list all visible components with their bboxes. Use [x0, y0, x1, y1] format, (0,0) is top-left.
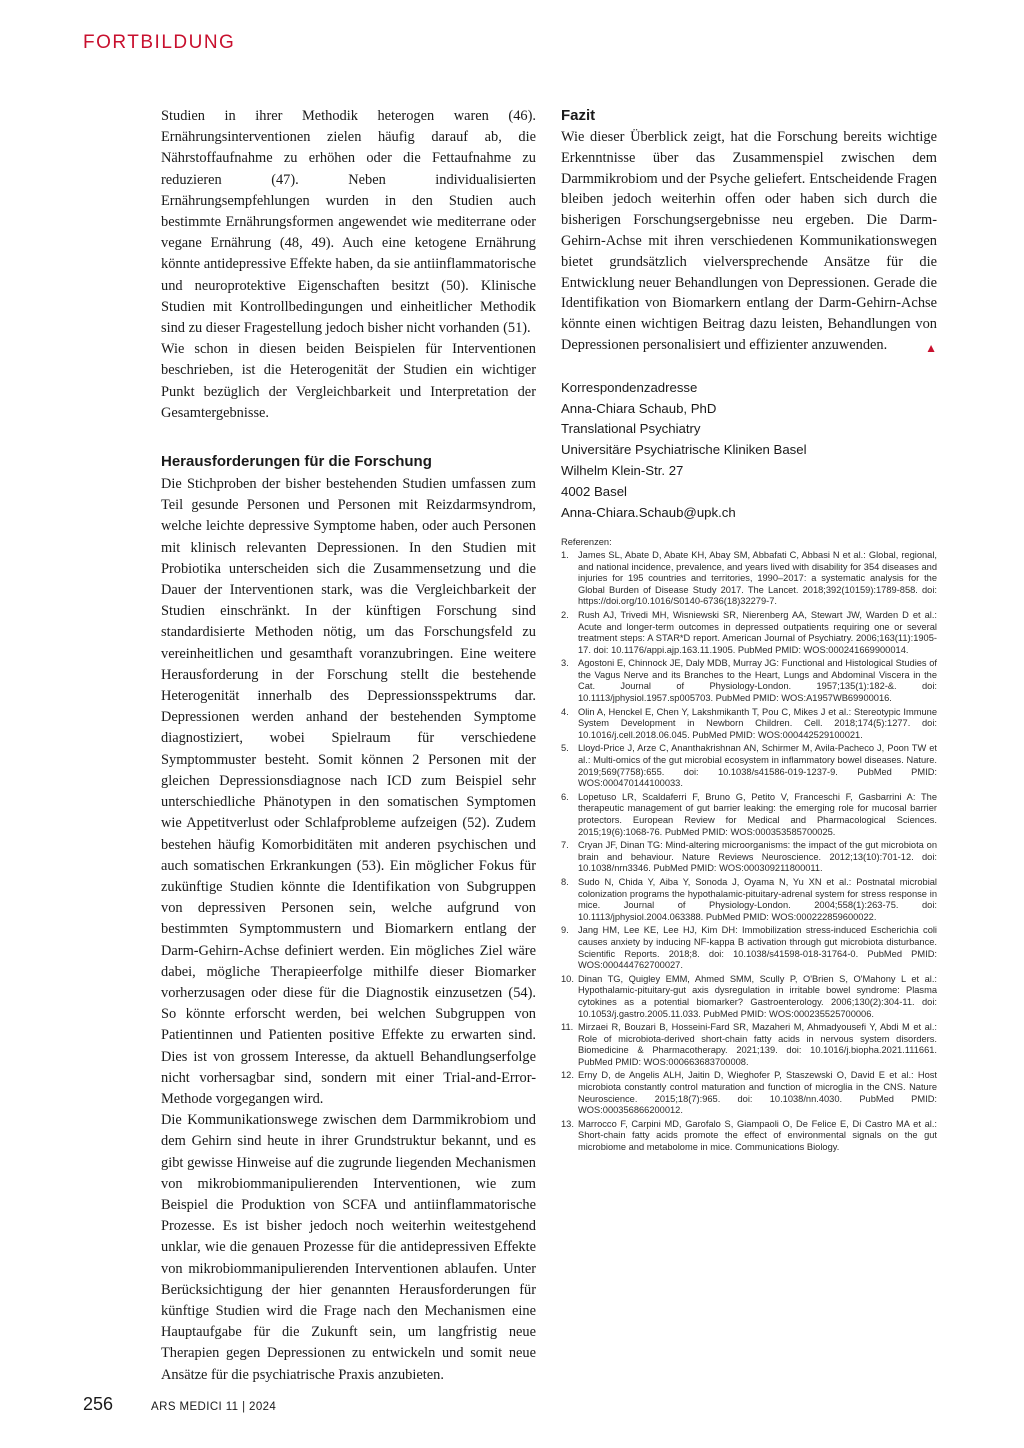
section-heading: Herausforderungen für die Forschung: [161, 453, 432, 471]
reference-number: 7.: [561, 840, 569, 851]
reference-number: 5.: [561, 743, 569, 754]
reference-number: 12.: [561, 1070, 574, 1081]
contact-institution: Universitäre Psychiatrische Kliniken Basel: [561, 442, 807, 458]
right-column: [561, 106, 937, 1156]
reference-number: 11.: [561, 1022, 574, 1033]
contact-city: 4002 Basel: [561, 483, 627, 499]
reference-item: [561, 743, 937, 789]
paragraph: Die Kommunikationswege zwischen dem Darmmikrobiom und dem Gehirn sind heute in ihrer Grundstruktur bekannt, und es gibt gewisse Hinweise auf die zugrunde liegenden Mechanismen von mikrobiommanipulierenden Interventionen, wie zum Beispiel die Produktion von SCFA und antiinflammatorische Prozesse. Es ist bisher jedoch noch weiterhin weitestgehend unklar, wie die genauen Prozesse für die antidepressiven Effekte von mikrobiommanipulierenden Interventionen ablaufen. Unter Berücksichtigung der hier genannten Herausforderungen für künftige Studien wird die Frage nach den Mechanismen eine Hauptaufgabe für die Zukunft sein, um langfristig neue Therapien gegen Depressionen zu entwickeln und somit neue Ansätze für die psychiatrische Praxis anzubieten.: [161, 1112, 536, 1383]
references: [561, 537, 937, 1153]
reference-text: Lloyd-Price J, Arze C, Ananthakrishnan AN, Schirmer M, Avila-Pacheco J, Poon TW et al.: Multi-omics of the gut microbial ecosystem in inflammatory bowel diseases. Nature. 2019;569(7758):655. doi: 10.1038/s41586-019-1237-9. PubMed PMID: WOS:000470144100033.: [578, 743, 937, 789]
paragraph: Studien in ihrer Methodik heterogen waren (46). Ernährungsinterventionen zielen häufig darauf ab, die Nährstoffaufnahme zu erhöhen oder die Fettaufnahme zu reduzieren (47). Neben individualisierten Ernährungsempfehlungen wurden in den Studien auch bestimmte Ernährungsformen angewendet wie mediterrane oder vegane Ernährung (48, 49). Auch eine ketogene Ernährung könnte antidepressive Effekte haben, da sie antiinflammatorische und neuroprotektive Eigenschaften besitzt (50). Klinische Studien mit Kontrollbedingungen und einheitlicher Methodik sind zu dieser Fragestellung jedoch bisher nicht vorhanden (51).: [161, 108, 536, 337]
contact-email[interactable]: Anna-Chiara.Schaub@upk.ch: [561, 504, 736, 520]
reference-number: 2.: [561, 609, 569, 620]
reference-item: [561, 1119, 937, 1154]
reference-text: Erny D, de Angelis ALH, Jaitin D, Wieghofer P, Staszewski O, David E et al.: Host microbiota constantly control maturation and function of microglia in the CNS. Nature Neuroscience. 2015;18(7):965. doi: 10.1038/nn.4030. PubMed PMID: WOS:000356866200012.: [578, 1070, 937, 1116]
reference-text: Olin A, Henckel E, Chen Y, Lakshmikanth T, Pou C, Mikes J et al.: Stereotypic Immune System Development in Newborn Children. Cell. 2018;174(5):1277. doi: 10.1016/j.cell.2018.06.045. PubMed PMID: WOS:000442529100021.: [578, 706, 937, 740]
fazit-text: Wie dieser Überblick zeigt, hat die Forschung bereits wichtige Erkenntnisse über das Zusammenspiel zwischen dem Darmmikrobiom und der Psyche geliefert. Entscheidende Fragen bleiben jedoch weiterhin offen oder haben sich durch die bisherigen Forschungsergebnisse neu ergeben. Die Darm-Gehirn-Achse mit ihren verschiedenen Kommunikationswegen bietet grundsätzlich vielversprechende Ansätze für die Entwicklung neuer Behandlungen von Depressionen. Gerade die Identifikation von Biomarkern entlang der Darm-Gehirn-Achse könnte einen wichtigen Beitrag dazu leisten, Behandlungen von Depressionen personalisiert und effizienter anzuwenden.: [561, 129, 937, 353]
contact-department: Translational Psychiatry: [561, 421, 701, 437]
reference-item: [561, 877, 937, 923]
journal-issue: ARS MEDICI 11 | 2024: [151, 1401, 277, 1413]
paragraph: Wie schon in diesen beiden Beispielen für Interventionen beschrieben, ist die Heterogenität der Studien ein wichtiger Punkt bezüglich der Vergleichbarkeit und Interpretation der Gesamtergebnisse.: [161, 341, 536, 421]
reference-text: Dinan TG, Quigley EMM, Ahmed SMM, Scully P, O'Brien S, O'Mahony L et al.: Hypothalamic-pituitary-gut axis dysregulation in irritable bowel syndrome: Plasma cytokines as a potential biomarker? Gastroenterology. 2006;130(2):304-11. doi: 10.1053/j.gastro.2005.11.033. PubMed PMID: WOS:000235525700006.: [578, 973, 937, 1019]
contact-name: Anna-Chiara Schaub, PhD: [561, 400, 717, 416]
reference-item: [561, 658, 937, 704]
reference-item: [561, 974, 937, 1020]
correspondence-address: [561, 378, 937, 524]
reference-text: Cryan JF, Dinan TG: Mind-altering microorganisms: the impact of the gut microbiota on brain and behaviour. Nature Reviews Neuroscience. 2012;13(10):701-12. doi: 10.1038/nrn3346. PubMed PMID: WOS:000309211800011.: [578, 840, 937, 874]
reference-item: [561, 1022, 937, 1068]
end-triangle-icon: ▲: [925, 340, 937, 355]
reference-number: 9.: [561, 925, 569, 936]
fazit-paragraph: [561, 127, 937, 356]
reference-item: [561, 792, 937, 838]
page-number: 256: [83, 1394, 114, 1414]
left-column: [161, 106, 536, 1386]
reference-text: Jang HM, Lee KE, Lee HJ, Kim DH: Immobilization stress-induced Escherichia coli causes anxiety by inducing NF-kappa B activation through gut microbiota disturbance. Scientific Reports. 2018;8. doi: 10.1038/s41598-018-31764-0. PubMed PMID: WOS:000444762700027.: [578, 925, 937, 971]
reference-number: 1.: [561, 549, 569, 560]
contact-street: Wilhelm Klein-Str. 27: [561, 462, 684, 478]
reference-text: Marrocco F, Carpini MD, Garofalo S, Giampaoli O, De Felice E, Di Castro MA et al.: Short-chain fatty acids promote the effect of environmental signals on the gut microbiome and metabolome in mice. Communications Biology.: [578, 1118, 937, 1153]
reference-item: [561, 840, 937, 875]
contact-label: Korrespondenzadresse: [561, 379, 698, 395]
reference-text: Sudo N, Chida Y, Aiba Y, Sonoda J, Oyama N, Yu XN et al.: Postnatal microbial colonization programs the hypothalamic-pituitary-adrenal system for stress response in mice. Journal of Physiology-London. 2004;558(1):263-75. doi: 10.1113/jphysiol.2004.063388. PubMed PMID: WOS:000222859600022.: [578, 876, 937, 922]
reference-item: [561, 610, 937, 656]
reference-text: Agostoni E, Chinnock JE, Daly MDB, Murray JG: Functional and Histological Studies of the Vagus Nerve and its Branches to the Heart, Lungs and Abdominal Viscera in the Cat. Journal of Physiology-London. 1957;135(1):182-&. doi: 10.1113/jphysiol.1957.sp005703. PubMed PMID: WOS:A1957WB69900016.: [578, 658, 937, 704]
reference-item: [561, 707, 937, 742]
reference-number: 4.: [561, 706, 569, 717]
reference-number: 13.: [561, 1118, 574, 1129]
reference-list: [561, 550, 937, 1154]
reference-number: 10.: [561, 973, 574, 984]
reference-text: James SL, Abate D, Abate KH, Abay SM, Abbafati C, Abbasi N et al.: Global, regional, and national incidence, prevalence, and years lived with disability for 354 diseases and injuries for 195 countries and territories, 1990–2017: a systematic analysis for the Global Burden of Disease Study 2017. The Lancet. 2018;392(10159):1789-858. doi: https://doi.org/10.1016/S0140-6736(18)32279-7.: [578, 549, 937, 607]
reference-text: Mirzaei R, Bouzari B, Hosseini-Fard SR, Mazaheri M, Ahmadyousefi Y, Abdi M et al.: Role of microbiota-derived short-chain fatty acids in nervous system disorders. Biomedicine & Pharmacotherapy. 2021;139. doi: 10.1016/j.biopha.2021.111661. PubMed PMID: WOS:000663683700008.: [578, 1022, 937, 1067]
reference-number: 6.: [561, 791, 569, 802]
section-label: FORTBILDUNG: [83, 32, 236, 53]
paragraph: Die Stichproben der bisher bestehenden Studien umfassen zum Teil gesunde Personen und Personen mit Reizdarmsyndrom, welche leichte depressive Symptome haben, oder auch Personen mit klinisch relevanten Depressionen. In den Studien mit Probiotika unterscheiden sich die Zusammensetzung und die Dauer der Interventionen stark, was die Vergleichbarkeit der Studien einschränkt. In der künftigen Forschung sind standardisierte Methoden nötig, um das Forschungsfeld zu vereinheitlichen und gesamthaft voranzubringen. Eine weitere Herausforderung in der Forschung stellt die bestehende Heterogenität innerhalb des Depressionsspektrums dar. Depressionen werden anhand der bestehenden Symptome diagnostiziert, wobei Spielraum für verschiedene Symptommuster besteht. Somit können 2 Personen mit der gleichen Depressionsdiagnose nach ICD zum Beispiel sehr unterschiedliche Phänotypen in den somatischen Symptomen wie Appetitverlust oder Schlafprobleme aufzeigen (52). Zudem bestehen häufig Komorbiditäten mit anderen psychischen und auch somatischen Erkrankungen (53). Ein möglicher Fokus für zukünftige Studien könnte die Identifikation von Subgruppen von depressiven Personen sein, welche aufgrund von bestimmten Symptommustern und Biomarkern entlang der Darm-Gehirn-Achse definiert werden. Ein mögliches Ziel wäre dabei, mögliche Therapieerfolge mithilfe dieser Biomarker vorherzusagen oder diese für die Diagnostik einzusetzen (54). So könnte erforscht werden, bei welchen Subgruppen von Patientinnen und Patienten positive Effekte zu erwarten sind. Dies ist von grossem Interesse, da aktuell Behandlungserfolge nicht vorhersagbar sind, sondern mit einer Trial-and-Error-Methode vorgegangen wird.: [161, 476, 536, 1107]
reference-item: [561, 550, 937, 608]
fazit-heading: Fazit: [561, 107, 596, 124]
reference-item: [561, 1070, 937, 1116]
reference-text: Rush AJ, Trivedi MH, Wisniewski SR, Nierenberg AA, Stewart JW, Warden D et al.: Acute and longer-term outcomes in depressed outpatients requiring one or several treatment steps: A STAR*D report. American Journal of Psychiatry. 2006;163(11):1905-17. doi: 10.1176/appi.ajp.163.11.1905. PubMed PMID: WOS:000241669900014.: [578, 609, 937, 655]
reference-text: Lopetuso LR, Scaldaferri F, Bruno G, Petito V, Franceschi F, Gasbarrini A: The therapeutic management of gut barrier leaking: the emerging role for mucosal barrier protectors. European Review for Medical and Pharmacological Sciences. 2015;19(6):1068-76. PubMed PMID: WOS:000353585700025.: [578, 791, 937, 837]
reference-number: 8.: [561, 876, 569, 887]
references-title: Referenzen:: [561, 537, 612, 548]
page-footer: [83, 1394, 276, 1415]
reference-item: [561, 925, 937, 971]
reference-number: 3.: [561, 658, 569, 669]
